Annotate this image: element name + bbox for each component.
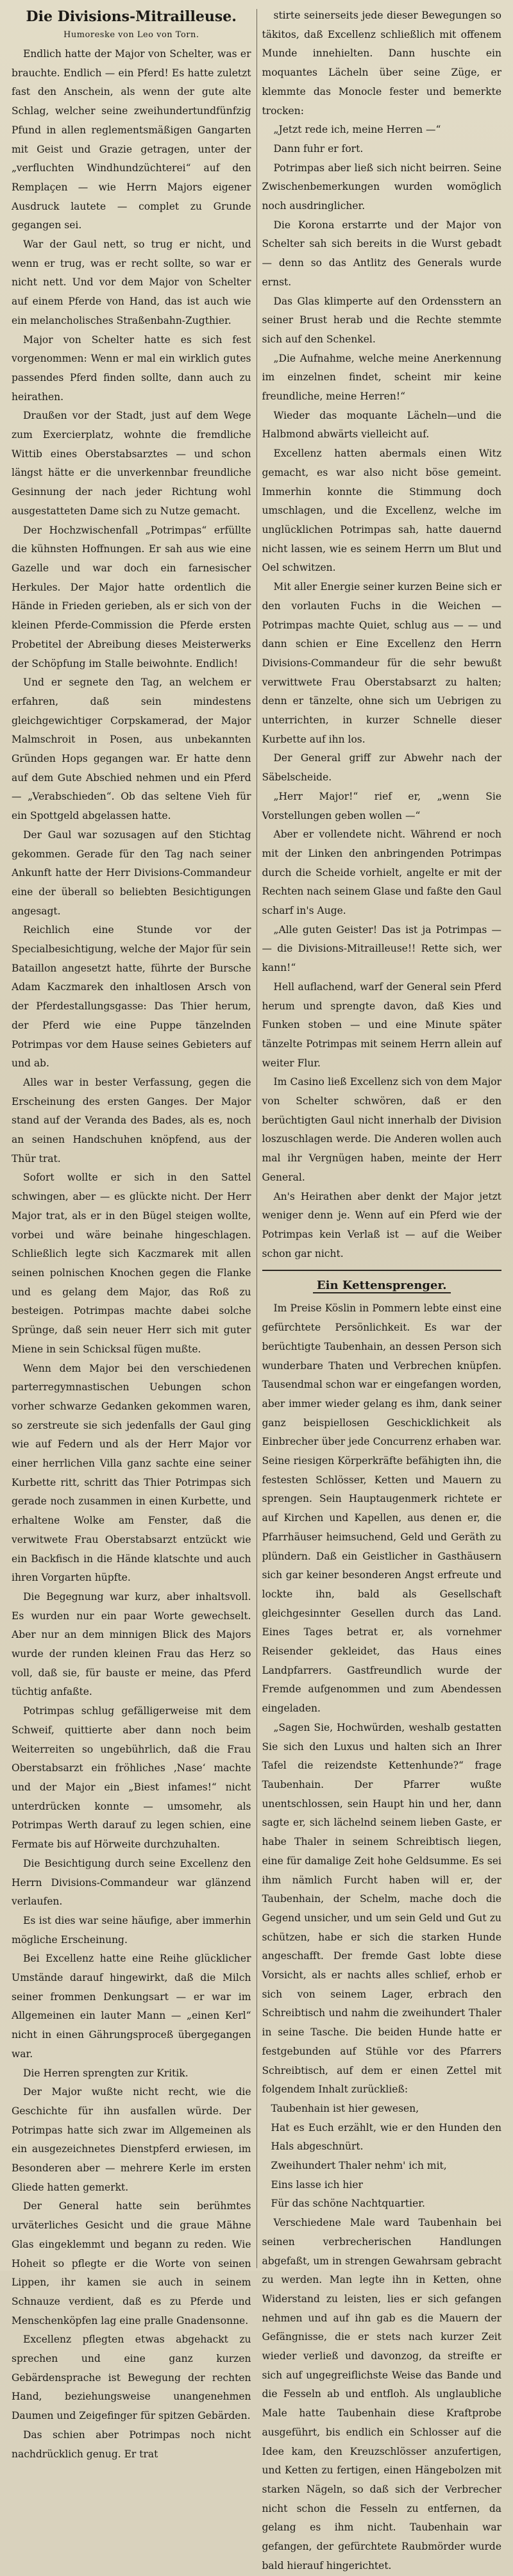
paragraph: Bei Excellenz hatte eine Reihe glücklicher Umstände darauf hingewirkt, daß die Milch seiner frommen Denkungsart — er war im Allgemeinen ein lauter Mann — „einen Kerl“ nicht in einen Gährungsproceß übergegangen war. <box>12 1953 251 2060</box>
paragraph: „Herr Major!“ rief er, „wenn Sie Vorstellungen geben wollen —“ <box>262 790 501 821</box>
paragraph: Draußen vor der Stadt, just auf dem Wege zum Exercierplatz, wohnte die fremdliche Wittib eines Oberstabsarztes — und schon längst hätte er die unverkennbar freundliche Gesinnung der nach jeder Richtung wohl ausgestatteten Dame sich zu Nutze gemacht. <box>12 410 251 517</box>
paragraph: Der General hatte sein berühmtes urväterliches Gesicht und die graue Mähne Glas eingeklemmt und begann zu reden. Wie Hoheit so pflegte er die Worte von seinen Lippen, ihr kamen sie auch in seinem Schnauze verdient, daß es zu Pferde und Menschenköpfen lag eine pralle Gnadensonne. <box>12 2200 251 2327</box>
column-right <box>257 6 507 2572</box>
paragraph: Sofort wollte er sich in den Sattel schwingen, aber — es glückte nicht. Der Herr Major trat, als er in den Bügel steigen wollte, vorbei und wäre beinahe hingeschlagen. Schließlich legte sich Kaczmarek mit allen seinen polnischen Knochen gegen die Flanke und es gelang dem Major, das Roß zu besteigen. Potrimpas machte dabei solche Sprünge, daß sein neuer Herr sich mit guter Miene in sein Schicksal fügen mußte. <box>12 1172 251 1355</box>
column-left <box>6 6 256 2460</box>
paragraph: stirte seinerseits jede dieser Bewegungen so täkitos, daß Excellenz schließlich mit offenem Munde innehielten. Dann huschte ein moquantes Lächeln über seine Züge, er klemmte das Monocle fester und bemerkte trocken: <box>262 10 501 117</box>
paragraph: Mit aller Energie seiner kurzen Beine sich er den vorlauten Fuchs in die Weichen — Potrimpas machte Quiet, schlug aus — — und dann schien er Eine Excellenz den Herrn Divisions-Commandeur für die sehr bewußt verwittwete Frau Oberstabsarzt zu halten; denn er tänzelte, ohne sich um Uebrigen zu unterrichten, in kurzer Schnelle dieser Kurbette auf ihn los. <box>262 581 501 745</box>
paragraph: Eins lasse ich hier <box>271 2178 363 2191</box>
paragraph: Das Glas klimperte auf den Ordensstern an seiner Brust herab und die Rechte stemmte sich auf den Schenkel. <box>262 295 501 345</box>
paragraph: Die Herren sprengten zur Kritik. <box>23 2067 189 2079</box>
paragraph: Excellenz pflegten etwas abgehackt zu sprechen und eine ganz kurzen Gebärdensprache ist Bewegung der rechten Hand, beziehungsweise unangenehmen Daumen und Zeigefinger für spitzen Gebärden. <box>12 2334 251 2422</box>
columns <box>6 6 507 2572</box>
paragraph: Für das schöne Nachtquartier. <box>271 2198 425 2210</box>
paragraph: „Jetzt rede ich, meine Herren —“ <box>273 124 441 136</box>
paragraph: Das schien aber Potrimpas noch nicht nachdrücklich genug. Er trat <box>12 2429 251 2460</box>
paragraph: Dann fuhr er fort. <box>273 142 364 155</box>
paragraph: „Sagen Sie, Hochwürden, weshalb gestatten Sie sich den Luxus und halten sich an Ihrer Tafel die reizendste Kettenhunde?“ frage Taubenhain. Der Pfarrer wußte unentschlossen, sein Haupt hin und her, dann sagte er, sich lächelnd seinem lieben Gaste, er habe Thaler in seinem Schreibtisch liegen, eine für damalige Zeit hohe Geldsumme. Es sei ihm nämlich Furcht haben will er, der Taubenhain, der Schelm, mache doch die Gegend unsicher, und um sein Geld und Gut zu schützen, habe er sich die starken Hunde angeschafft. Der fremde Gast lobte diese Vorsicht, als er nachts alles schlief, erhob er sich von seinem Lager, erbrach den Schreibtisch und nahm die zweihundert Thaler in seine Tasche. Die beiden Hunde hatte er festgebunden auf Stühle vor des Pfarrers Schreibtisch, auf dem er einen Zettel mit folgendem Inhalt zurückließ: <box>262 1721 501 2096</box>
paragraph: Im Casino ließ Excellenz sich von dem Major von Schelter schwören, daß er den berüchtigten Gaul nicht innerhalb der Division loszuschlagen werde. Die Anderen wollen auch mal ihr Vergnügen haben, meinte der Herr General. <box>262 1076 501 1183</box>
paragraph: Potrimpas aber ließ sich nicht beirren. Seine Zwischenbemerkungen wurden womöglich noch ausdringlicher. <box>262 162 501 212</box>
paragraph: Hell auflachend, warf der General sein Pferd herum und sprengte davon, daß Kies und Funken stoben — und eine Minute später tänzelte Potrimpas mit seinem Herrn allein auf weiter Flur. <box>262 981 501 1069</box>
section-title <box>262 1276 502 1295</box>
paragraph: Aber er vollendete nicht. Während er noch mit der Linken den anbringenden Potrimpas durch die Scheide vorhielt, angelte er mit der Rechten nach seinem Glase und faßte den Gaul scharf in's Auge. <box>262 829 501 917</box>
paragraph: Wieder das moquante Lächeln—und die Halbmond abwärts vielleicht auf. <box>262 409 501 441</box>
paragraph: Taubenhain ist hier gewesen, <box>271 2102 419 2114</box>
paragraph: Wenn dem Major bei den verschiedenen parterregymnastischen Uebungen schon vorher schwarze Gedanken gekommen waren, so zerstreute sie sich jedenfalls der Gaul ging wie auf Federn und als der Herr Major vor einer herrlichen Villa ganz sachte eine seiner Kurbette ritt, schritt das Thier Potrimpas sich gerade noch zusammen in einen Kurbette, und erhaltene Wolke am Fenster, daß die verwitwete Frau Oberstabsarzt entzückt wie ein Backfisch in die Hände klatschte und auch ihren Vorgarten hüpfte. <box>12 1362 251 1584</box>
paragraph: „Die Aufnahme, welche meine Anerkennung im einzelnen findet, scheint mir keine freundliche, meine Herren!“ <box>262 352 501 403</box>
paragraph: Der Hochzwischenfall „Potrimpas“ erfüllte die kühnsten Hoffnungen. Er sah aus wie eine Gazelle und war doch ein farnesischer Herkules. Der Major hatte ordentlich die Hände in Frieden gerieben, als er sich von der kleinen Pferde-Commission die Pferde ersten Probetitel der Abreibung dieses Meisterwerks der Schöpfung im Stalle beiwohnte. Endlich! <box>12 524 251 669</box>
paragraph: „Alle guten Geister! Das ist ja Potrimpas — — die Divisions-Mitrailleuse!! Rette sich, wer kann!“ <box>262 923 501 974</box>
story2-body <box>262 1299 502 2575</box>
paragraph: Der Gaul war sozusagen auf den Stichtag gekommen. Gerade für den Tag nach seiner Ankunft hatte der Herr Divisions-Commandeur eine der überall so beliebten Besichtigungen angesagt. <box>12 829 251 917</box>
paragraph: Major von Schelter hatte es sich fest vorgenommen: Wenn er mal ein wirklich gutes passendes Pferd finden sollte, dann auch zu heirathen. <box>12 333 251 403</box>
story-title: Die Divisions-Mitrailleuse. <box>26 8 237 25</box>
paragraph: Es ist dies war seine häufige, aber immerhin mögliche Erscheinung. <box>12 1914 251 1946</box>
paragraph: Die Begegnung war kurz, aber inhaltsvoll. Es wurden nur ein paar Worte gewechselt. Aber nur an dem minnigen Blick des Majors wurde der runden kleinen Frau das Herz so voll, daß sie, für bauste er meine, das Pferd tüchtig anfaßte. <box>12 1590 251 1698</box>
paragraph: Im Preise Köslin in Pommern lebte einst eine gefürchtete Persönlichkeit. Es war der berüchtigte Taubenhain, an dessen Person sich wunderbare Thaten und Verbrechen knüpfen. Tausendmal schon war er eingefangen worden, aber immer wieder gelang es ihm, dank seiner ganz beispiellosen Geschicklichkeit als Einbrecher über jede Concurrenz erhaben war. Seine riesigen Körperkräfte befähigten ihn, die festesten Schlösser, Ketten und Mauern zu sprengen. Sein Hauptaugenmerk richtete er auf Kirchen und Kapellen, aus denen er, die Pfarrhäuser heimsuchend, Geld und Geräth zu plündern. Daß ein Geistlicher in Gasthäusern sich gar keiner besonderen Angst erfreute und lockte ihn, bald als Gesellschaft gleichgesinnter Gesellen durch das Land. Eines Tages betrat er, als vornehmer Reisender gekleidet, das Haus eines Landpfarrers. Gastfreundlich wurde der Fremde aufgenommen und zum Abendessen eingeladen. <box>262 1302 501 1715</box>
paragraph: Excellenz hatten abermals einen Witz gemacht, es war also nicht böse gemeint. Immerhin konnte die Stimmung doch umschlagen, und die Excellenz, welche im unglücklichen Potrimpas sah, hatte dauernd nicht lassen, wie es seinem Herrn um Blut und Oel schwitzen. <box>262 448 501 574</box>
paragraph: Der Major wußte nicht recht, wie die Geschichte für ihn ausfallen würde. Der Potrimpas hatte sich zwar im Allgemeinen als ein ausgezeichnetes Dienstpferd erwiesen, im Besonderen aber — mehrere Kerle im ersten Gliede hatten gemerkt. <box>12 2086 251 2193</box>
section-title-text: Ein Kettensprenger. <box>313 1279 451 1293</box>
column-left-body <box>12 45 251 2464</box>
paragraph: Reichlich eine Stunde vor der Specialbesichtigung, welche der Major für sein Bataillon angesetzt hatte, führte der Bursche Adam Kaczmarek den inhaltlosen Arsch von der Pferdestallungsgasse: Das Thier herum, der Pferd wie eine Puppe tänzelnden Potrimpas vor dem Hause seines Gebieters auf und ab. <box>12 924 251 1070</box>
paragraph: Endlich hatte der Major von Schelter, was er brauchte. Endlich — ein Pferd! Es hatte zuletzt fast den Anschein, als wenn der gute alte Schlag, welcher seine zweihundertundfünfzig Pfund in allen reglementsmäßigen Gangarten mit Geist und Grazie getragen, unter der „verfluchten Windhundzüchterei“ auf den Remplaçen — wie Herrn Majors eigener Ausdruck lautete — complet zu Grunde gegangen sei. <box>12 48 251 232</box>
paragraph: Hat es Euch erzählt, wie er den Hunden den Hals abgeschnürt. <box>271 2121 501 2153</box>
paragraph: Und er segnete den Tag, an welchem er erfahren, daß sein mindestens gleichgewichtiger Corpskamerad, der Major Malmschroit in Posen, aus unbekannten Gründen Hops gegangen war. Er hatte denn auf dem Gute Abschied nehmen und ein Pferd — „Verabschieden“. Ob das seltene Vieh für ein Spottgeld abgelassen hatte. <box>12 677 251 822</box>
paragraph: Der General griff zur Abwehr nach der Säbelscheide. <box>262 752 501 784</box>
story-byline: Humoreske von Leo von Torn. <box>63 30 199 40</box>
column-right-body <box>262 6 502 1263</box>
paragraph: Die Besichtigung durch seine Excellenz den Herrn Divisions-Commandeur war glänzend verlaufen. <box>12 1857 251 1908</box>
paragraph: An's Heirathen aber denkt der Major jetzt weniger denn je. Wenn auf ein Pferd wie der Potrimpas kein Verlaß ist — auf die Weiber schon gar nicht. <box>262 1190 501 1259</box>
paragraph: Potrimpas schlug gefälligerweise mit dem Schweif, quittierte aber dann noch beim Weiterreiten so ungebührlich, daß die Frau Oberstabsarzt ein fröhliches ‚Nase‘ machte und der Major ein „Biest infames!“ nicht unterdrücken konnte — umsomehr, als Potrimpas Werth darauf zu legen schien, eine Fermate bis auf Hörweite durchzuhalten. <box>12 1705 251 1851</box>
paragraph: Zweihundert Thaler nehm' ich mit, <box>271 2160 447 2172</box>
paragraph: Die Korona erstarrte und der Major von Schelter sah sich bereits in die Wurst gebadt — denn so das Antlitz des Generals wurde ernst. <box>262 219 501 288</box>
paragraph: Verschiedene Male ward Taubenhain bei seinen verbrecherischen Handlungen abgefaßt, um in strengen Gewahrsam gebracht zu werden. Man legte ihn in Ketten, ohne Widerstand zu leisten, lies er sich gefangen nehmen und auf ihn gab es die Mauern der Gefängnisse, die er stets nach kurzer Zeit wieder verließ und davonzog, da streifte er sich auf ungegreiflichste Weise das Bande und die Fesseln ab und entfloh. Als unglaubliche Male hatte Taubenhain diese Kraftprobe ausgeführt, bis endlich ein Schlosser auf die Idee kam, den Kreuzschlösser anzufertigen, und Ketten zu fertigen, einen Hängebolzen mit starken Nägeln, so daß sich der Verbrecher nicht schon die Fesseln zu entfernen, da gelang es ihm nicht. Taubenhain war gefangen, der gefürchtete Raubmörder wurde bald hierauf hingerichtet. <box>262 2217 501 2572</box>
paragraph: War der Gaul nett, so trug er nicht, und wenn er trug, was er recht sollte, so war er nicht nett. Und vor dem Major von Schelter auf einem Pferde von Hand, das ist auch wie ein melancholisches Straßenbahn-Zugthier. <box>12 239 251 326</box>
paragraph: Alles war in bester Verfassung, gegen die Erscheinung des ersten Ganges. Der Major stand auf der Veranda des Bades, als es, noch an seinen Handschuhen knöpfend, aus der Thür trat. <box>12 1076 251 1165</box>
section-divider <box>262 1270 502 1271</box>
